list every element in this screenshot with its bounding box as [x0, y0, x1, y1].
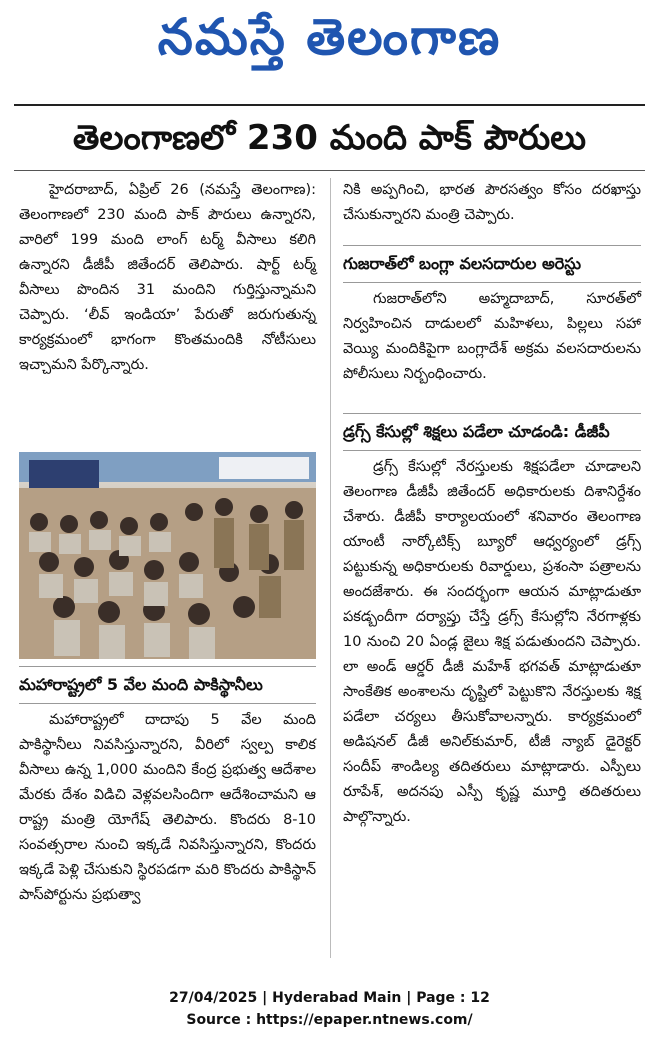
drugs-body: డ్రగ్స్ కేసుల్లో నేరస్తులకు శిక్షపడేలా చూడాలని తెలంగాణ డీజీపీ జితేందర్ అధికారులకు దిశానిర్దేశం చేశారు. డీజీపీ కార్యాలయంలో శనివారం తెలంగాణ యాంటీ నార్కోటిక్స్ బ్యూరో ఆధ్వర్యంలో డ్రగ్స్ పట్టుకున్న అధికారులకు రివార్డులు, ప్రశంసా పత్రాలను అందజేశారు. ఈ సందర్భంగా ఆయన మాట్లాడుతూ పకడ్బందీగా దర్యాప్తు చేస్తే డ్రగ్స్ కేసుల్లోని నేరగాళ్లకు 10 నుంచి 20 ఏండ్ల జైలు శిక్ష పడుతుందని చెప్పారు. లా అండ్ ఆర్డర్ డీజీ మహేశ్ భగవత్ మాట్లాడుతూ సాంకేతిక అంశాలను దృష్టిలో పెట్టుకొని నేరస్తులకు శిక్ష పడేలా చర్యలు తీసుకోవాలన్నారు. కార్యక్రమంలో అడిషనల్ డీజీ అనిల్‌కుమార్, టీజీ న్యాబ్ డైరెక్టర్ సందీప్ శాండిల్య తదితరులు మాట్లాడారు. ఎస్పీలు రూపేశ్, అదనపు ఎస్పీ కృష్ణ మూర్తి తదితరులు పాల్గొన్నారు. — [343, 459, 641, 825]
footer-date-edition: 27/04/2025 | Hyderabad Main | Page : 12 — [169, 990, 490, 1006]
masthead — [0, 0, 659, 100]
maharashtra-title: మహారాష్ట్రలో 5 వేల మంది పాకిస్థానీలు — [19, 675, 263, 694]
gujarat-section — [343, 252, 641, 387]
section-divider — [343, 413, 641, 414]
masthead-logo: నమస్తే తెలంగాణ — [157, 8, 502, 66]
gujarat-title: గుజరాత్‌లో బంగ్లా వలసదారుల అరెస్టు — [343, 254, 582, 273]
dateline: హైదరాబాద్, ఏప్రిల్ 26 (నమస్తే తెలంగాణ): — [49, 182, 316, 198]
drugs-title: డ్రగ్స్ కేసుల్లో శిక్షలు పడేలా చూడండి: డీజీపీ — [343, 422, 610, 441]
subtitle-divider — [343, 450, 641, 451]
right-top-continuation — [343, 178, 641, 228]
gujarat-body: గుజరాత్‌లోని అహ్మదాబాద్, సూరత్‌లో నిర్వహించిన దాడులలో మహిళలు, పిల్లలు సహా వెయ్యి మందికిపైగా బంగ్లాదేశ్ అక్రమ వలసదారులను పోలీసులు నిర్బంధించారు. — [343, 291, 641, 382]
headline: తెలంగాణలో 230 మంది పాక్ పౌరులు — [72, 118, 587, 158]
drugs-section — [343, 420, 641, 830]
maharashtra-section — [19, 673, 316, 908]
maharashtra-body: మహారాష్ట్రలో దాదాపు 5 వేల మంది పాకిస్థానీలు నివసిస్తున్నారని, వీరిలో స్వల్ప కాలిక వీసాలు ఉన్న 1,000 మందిని కేంద్ర ప్రభుత్వ ఆదేశాల మేరకు దేశం విడిచి వెళ్లవలసిందిగా ఆదేశించామని ఆ రాష్ట్ర మంత్రి యోగేష్ తెలిపారు. కొందరు 8-10 సంవత్సరాల నుంచి ఇక్కడే నివసిస్తున్నారని, కొందరు ఇక్కడే పెళ్లి చేసుకుని స్థిరపడగా మరి కొందరు పాకిస్థాన్ పాస్‌పోర్టును ప్రభుత్వా — [19, 712, 316, 903]
left-article-body: తెలంగాణలో 230 మంది పాక్ పౌరులు ఉన్నారని, వారిలో 199 మంది లాంగ్ టర్మ్ వీసాలు కలిగి ఉన్నారని డీజీపీ జితేందర్ తెలిపారు. షార్ట్ టర్మ్ వీసాలు పొందిన 31 మందిని గుర్తిస్తున్నామని చెప్పారు. ‘లీవ్ ఇండియా’ పేరుతో జరుగుతున్న కార్యక్రమంలో భాగంగా కొంతమందికి నోటీసులు ఇచ్చామని పేర్కొన్నారు. — [19, 207, 316, 373]
subtitle-divider — [343, 282, 641, 283]
subtitle-divider — [19, 703, 316, 704]
photo-illustration — [19, 452, 316, 659]
left-article — [19, 178, 316, 378]
section-divider — [19, 666, 316, 667]
headline-divider — [14, 170, 645, 171]
group-of-people-photo — [19, 452, 316, 659]
masthead-divider — [14, 104, 645, 106]
footer-source: Source : https://epaper.ntnews.com/ — [186, 1012, 473, 1028]
column-divider — [330, 178, 331, 958]
right-top-body: నికి అప్పగించి, భారత పౌరసత్వం కోసం దరఖాస్తు చేసుకున్నారని మంత్రి చెప్పారు. — [343, 182, 641, 223]
section-divider — [343, 245, 641, 246]
